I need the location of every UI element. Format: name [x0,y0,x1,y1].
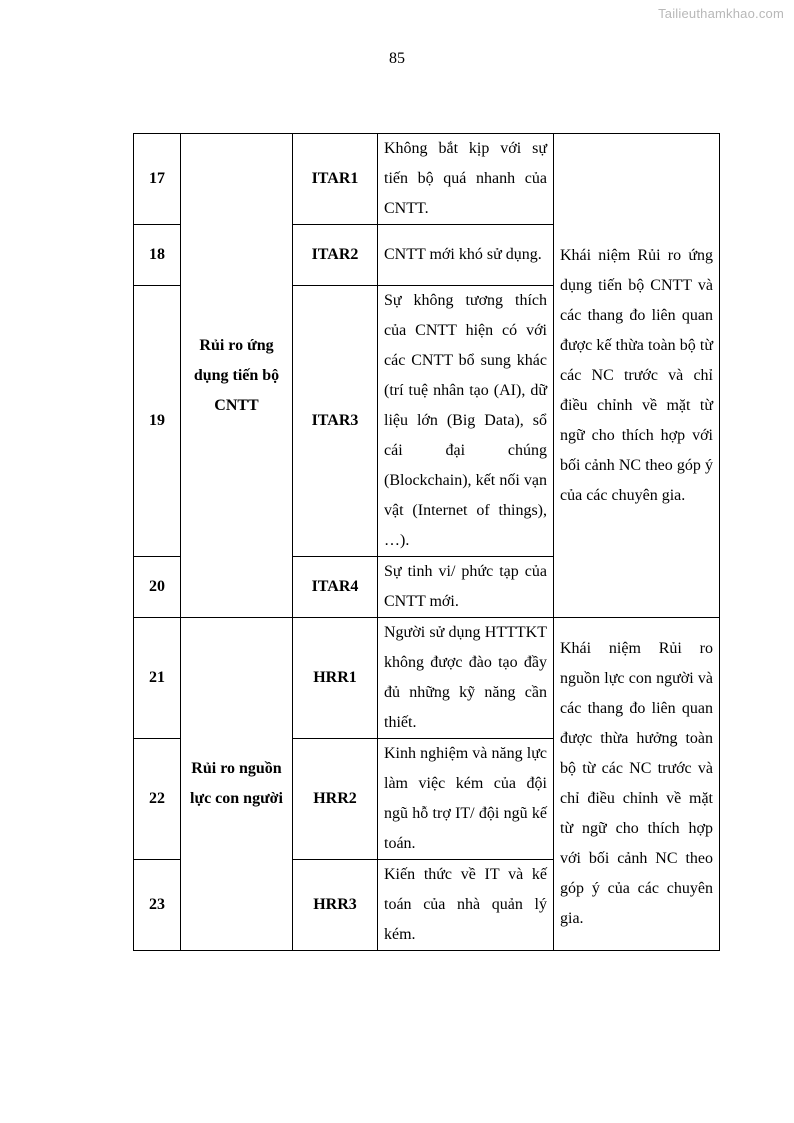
group-name-itar: Rủi ro ứng dụng tiến bộ CNTT [181,134,293,618]
scale-item: Sự không tương thích của CNTT hiện có với các CNTT bổ sung khác (trí tuệ nhân tạo (AI), dữ liệu lớn (Big Data), sổ cái đại chúng (Blockchain), kết nối vạn vật (Internet of things), …). [378,286,554,557]
scale-item: Kiến thức về IT và kế toán của nhà quản lý kém. [378,860,554,951]
scale-item: Kinh nghiệm và năng lực làm việc kém của đội ngũ hỗ trợ IT/ đội ngũ kế toán. [378,739,554,860]
table-row [134,618,720,739]
group-note-itar: Khái niệm Rủi ro ứng dụng tiến bộ CNTT và các thang đo liên quan được kế thừa toàn bộ từ các NC trước và chỉ điều chỉnh về mặt từ ngữ cho thích hợp với bối cảnh NC theo góp ý của các chuyên gia. [554,134,720,618]
scale-code: ITAR1 [293,134,378,225]
row-number: 19 [134,286,181,557]
page-number: 85 [389,50,405,67]
scale-item: Không bắt kịp với sự tiến bộ quá nhanh của CNTT. [378,134,554,225]
scale-table [133,133,720,951]
scale-code: ITAR3 [293,286,378,557]
row-number: 23 [134,860,181,951]
scale-code: HRR1 [293,618,378,739]
scale-code: HRR2 [293,739,378,860]
row-number: 22 [134,739,181,860]
scale-item: CNTT mới khó sử dụng. [378,225,554,286]
table-row [134,134,720,225]
group-note-hrr: Khái niệm Rủi ro nguồn lực con người và các thang đo liên quan được thừa hưởng toàn bộ từ các NC trước và chỉ điều chỉnh về mặt từ ngữ cho thích hợp với bối cảnh NC theo góp ý của các chuyên gia. [554,618,720,951]
scale-item: Sự tinh vi/ phức tạp của CNTT mới. [378,557,554,618]
row-number: 21 [134,618,181,739]
row-number: 20 [134,557,181,618]
scale-code: ITAR4 [293,557,378,618]
row-number: 18 [134,225,181,286]
watermark: Tailieuthamkhao.com [658,6,784,21]
group-name-hrr: Rủi ro nguồn lực con người [181,618,293,951]
scale-item: Người sử dụng HTTTKT không được đào tạo đầy đủ những kỹ năng cần thiết. [378,618,554,739]
row-number: 17 [134,134,181,225]
scale-code: HRR3 [293,860,378,951]
scale-code: ITAR2 [293,225,378,286]
